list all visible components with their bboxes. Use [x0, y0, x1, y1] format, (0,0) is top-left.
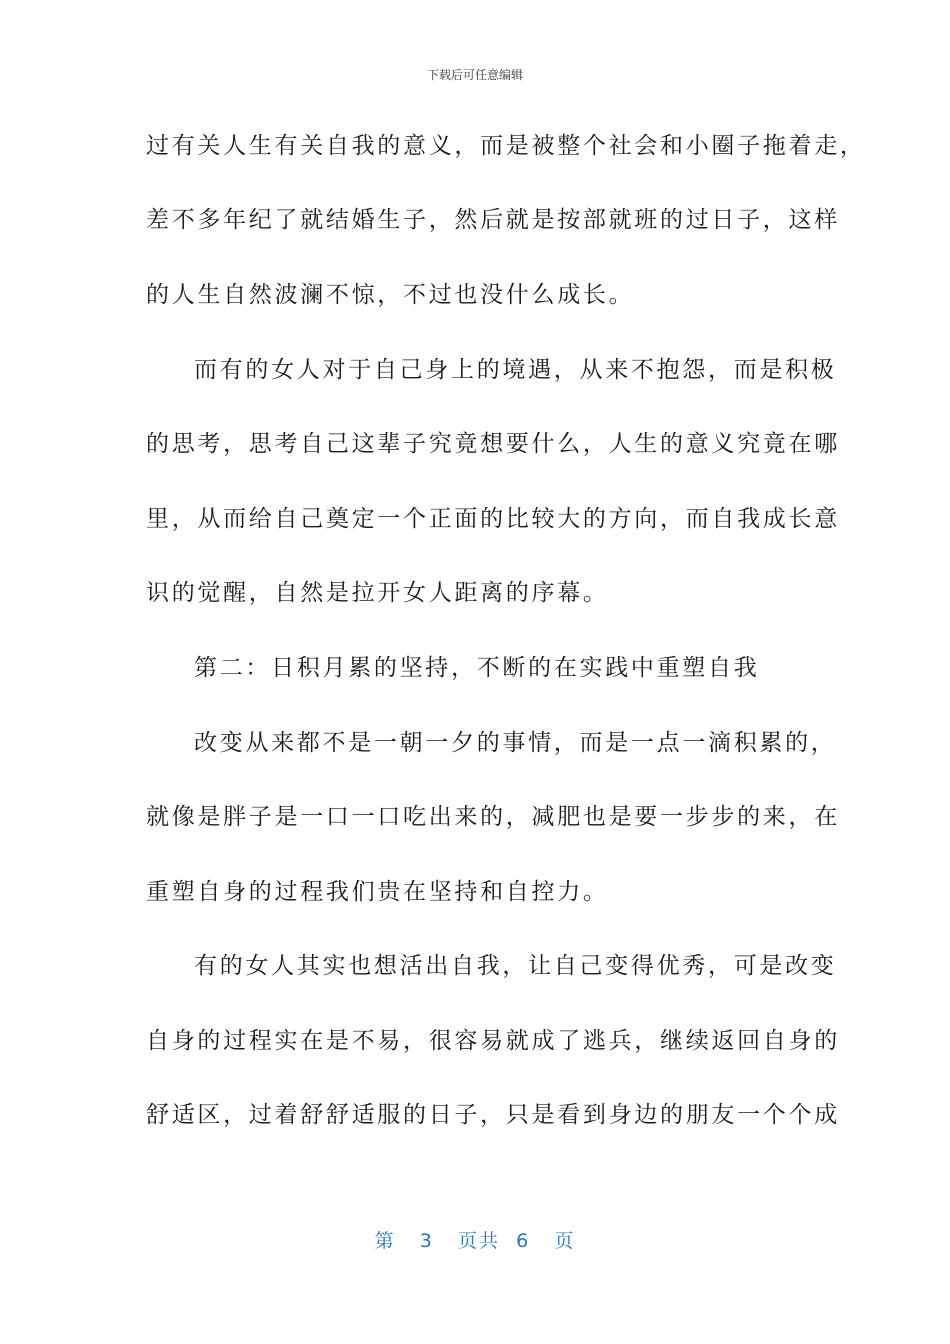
text-line: 识的觉醒，自然是拉开女人距离的序幕。 — [146, 580, 609, 606]
text-line: 自身的过程实在是不易，很容易就成了逃兵，继续返回自身的 — [146, 1028, 840, 1054]
text-line: 过有关人生有关自我的意义，而是被整个社会和小圈子拖着走， — [146, 133, 866, 159]
text-line: 重塑自身的过程我们贵在坚持和自控力。 — [146, 879, 609, 905]
current-page-number: 3 — [419, 1230, 434, 1252]
text-line: 的人生自然波澜不惊，不过也没什么成长。 — [146, 282, 635, 308]
text-line: 舒适区，过着舒舒适服的日子，只是看到身边的朋友一个个成 — [146, 1102, 840, 1128]
paragraph-start-line: 改变从来都不是一朝一夕的事情，而是一点一滴积累的， — [194, 730, 837, 756]
total-pages-number: 6 — [516, 1230, 531, 1252]
text-line: 里，从而给自己奠定一个正面的比较大的方向，而自我成长意 — [146, 506, 840, 532]
text-line: 就像是胖子是一口一口吃出来的，减肥也是要一步步的来，在 — [146, 804, 840, 830]
text-line: 的思考，思考自己这辈子究竟想要什么，人生的意义究竟在哪 — [146, 431, 840, 457]
paragraph-start-line: 有的女人其实也想活出自我，让自己变得优秀，可是改变 — [194, 953, 837, 979]
text-line: 差不多年纪了就结婚生子，然后就是按部就班的过日子，这样 — [146, 207, 840, 233]
paragraph-start-line: 而有的女人对于自己身上的境遇，从来不抱怨，而是积极 — [194, 357, 837, 383]
footer-suffix: 页 — [554, 1230, 576, 1252]
page-header: 下载后可任意编辑 — [426, 68, 523, 82]
footer-middle: 页共 — [458, 1230, 501, 1252]
page-footer — [0, 1226, 950, 1253]
section-heading: 第二：日积月累的坚持，不断的在实践中重塑自我 — [194, 655, 760, 681]
footer-prefix: 第 — [374, 1230, 396, 1252]
